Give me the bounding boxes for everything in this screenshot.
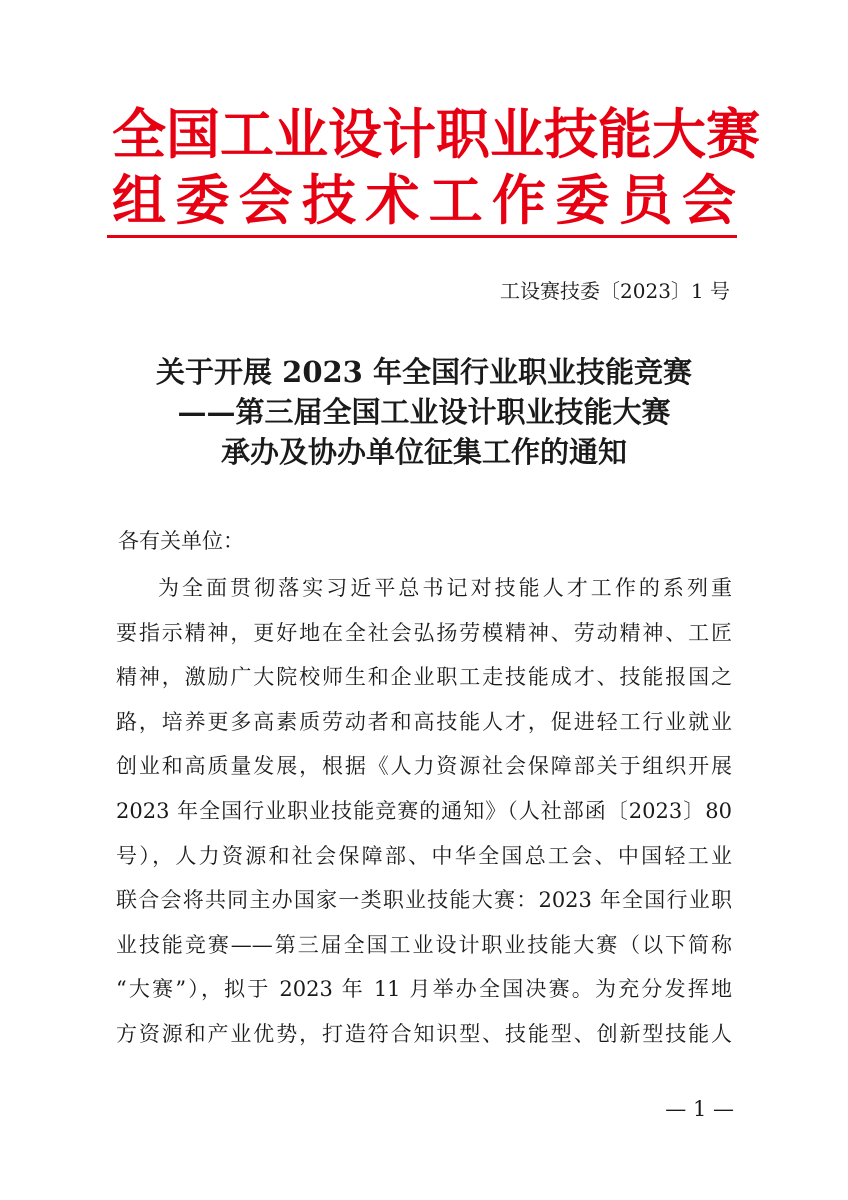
body-paragraph [116, 566, 732, 1057]
body-line: 要指示精神，更好地在全社会弘扬劳模精神、劳动精神、工匠 [116, 620, 732, 645]
body-line: 路，培养更多高素质劳动者和高技能人才，促进轻工行业就业 [116, 709, 732, 734]
body-line: 为全面贯彻落实习近平总书记对技能人才工作的系列重 [158, 576, 732, 600]
body-line: 创业和高质量发展，根据《人力资源社会保障部关于组织开展 [116, 754, 732, 779]
page-number: — 1 — [665, 1097, 734, 1121]
red-divider [107, 235, 737, 238]
body-line: “大赛”），拟于 2023 年 11 月举办全国决赛。为充分发挥地 [116, 977, 732, 1002]
title-line-2: ——第三届全国工业设计职业技能大赛 [177, 395, 671, 429]
org-name-line-2: 组委会技术工作委员会 [112, 168, 736, 232]
salutation: 各有关单位： [118, 529, 244, 553]
body-line: 号），人力资源和社会保障部、中华全国总工会、中国轻工业 [116, 843, 732, 868]
org-name-line-1: 全国工业设计职业技能大赛 [112, 102, 760, 166]
title-line-3: 承办及协办单位征集工作的通知 [220, 435, 627, 469]
body-line: 业技能竞赛——第三届全国工业设计职业技能大赛（以下简称 [116, 932, 732, 957]
body-line: 精神，激励广大院校师生和企业职工走技能成才、技能报国之 [116, 665, 732, 690]
body-line: 方资源和产业优势，打造符合知识型、技能型、创新型技能人 [116, 1021, 732, 1046]
document-title [112, 352, 736, 472]
body-line: 2023 年全国行业职业技能竞赛的通知》（人社部函〔2023〕80 [116, 798, 732, 823]
title-line-1: 关于开展 2023 年全国行业职业技能竞赛 [156, 355, 692, 389]
body-line: 联合会将共同主办国家一类职业技能大赛：2023 年全国行业职 [116, 888, 732, 913]
document-number: 工设赛技委〔2023〕1 号 [500, 279, 730, 303]
